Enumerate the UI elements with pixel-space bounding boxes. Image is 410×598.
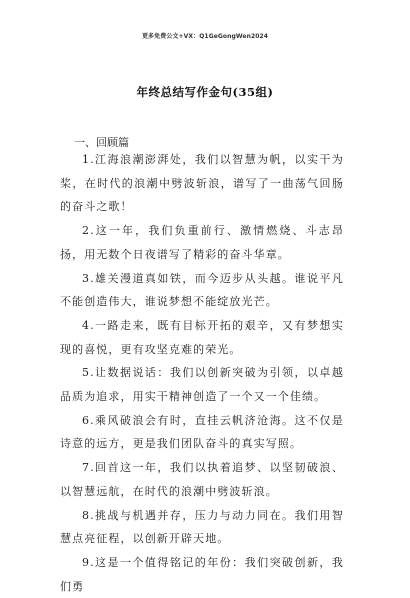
paragraph: 8.挑战与机遇并存，压力与动力同在。我们用智慧点亮征程，以创新开辟天地。 xyxy=(60,508,344,546)
paragraph: 9.这是一个值得铭记的年份：我们突破创新，我们勇 xyxy=(60,555,344,593)
paragraph: 3.雄关漫道真如铁，而今迈步从头越。谁说平凡不能创造伟大，谁说梦想不能绽放光芒。 xyxy=(60,271,344,309)
paragraph: 2.这一年，我们负重前行、激情燃烧、斗志昂扬，用无数个日夜谱写了精彩的奋斗华章。 xyxy=(60,224,344,261)
paragraph: 5.让数据说话：我们以创新突破为引领，以卓越品质为追求，用实干精神创造了一个又一个佳绩。 xyxy=(60,366,344,404)
section-heading: 一、回顾篇 xyxy=(74,136,129,149)
paragraph: 1.江海浪潮澎湃处，我们以智慧为帆，以实干为桨，在时代的浪潮中劈波斩浪，谱写了一曲荡气回肠的奋斗之歌！ xyxy=(60,153,344,214)
paragraph: 6.乘风破浪会有时，直挂云帆济沧海。这不仅是诗意的远方，更是我们团队奋斗的真实写照。 xyxy=(60,413,344,451)
document-title: 年终总结写作金句(35组) xyxy=(136,85,274,99)
paragraph-list xyxy=(60,148,344,598)
header-note: 更多免费公文+VX：Q1GeGongWen2024 xyxy=(141,33,269,40)
paragraph: 7.回首这一年，我们以执着追梦、以坚韧破浪、以智慧远航，在时代的浪潮中劈波斩浪。 xyxy=(60,461,344,498)
paragraph: 4.一路走来，既有目标开拓的艰辛，又有梦想实现的喜悦，更有攻坚克难的荣光。 xyxy=(60,318,344,356)
